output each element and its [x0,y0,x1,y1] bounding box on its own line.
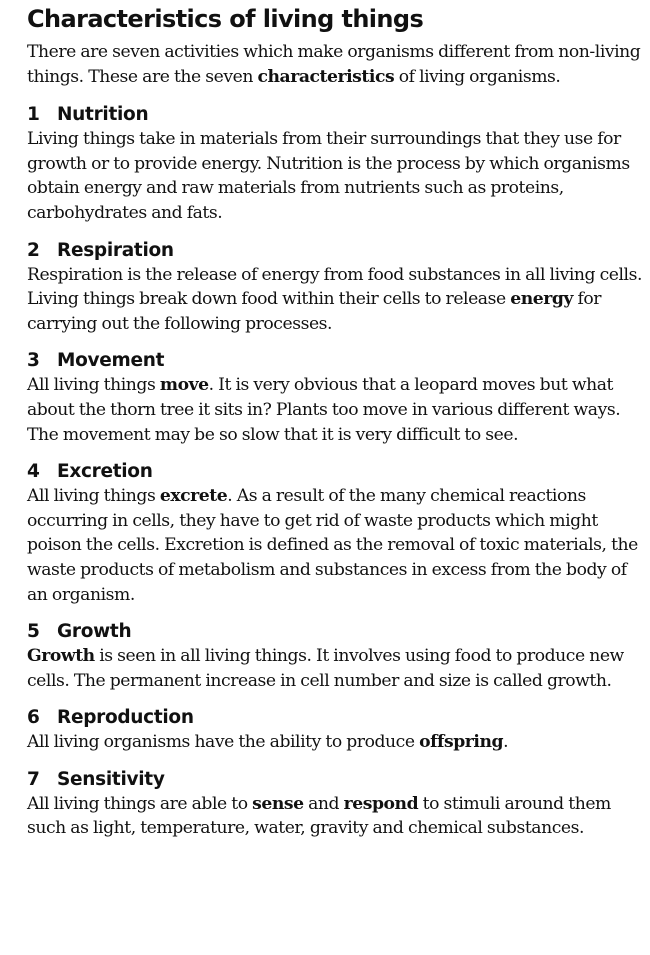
intro-paragraph [27,40,649,89]
section-heading [27,706,649,730]
section-heading [27,768,649,792]
section-heading [27,103,649,127]
section-heading [27,239,649,263]
body-text: . As a result of the many chemical reactions occurring in cells, they have to get rid of waste products which might poison the cells. Excretion is defined as the removal of toxic materials, the waste products of metabolism and substances in excess from the body of an organism. [27,486,638,605]
section-number: 1 [27,104,40,126]
section-respiration [27,239,649,337]
section-heading [27,349,649,373]
body-text: Respiration is the release of energy from food substances in all living cells. Living things break down food within their cells to release [27,264,642,310]
bold-term: excrete [159,486,228,507]
section-sensitivity [27,768,649,841]
bold-term: respond [343,793,419,814]
body-text: for carrying out the following processes. [27,289,602,334]
section-title: Excretion [57,461,153,483]
section-number: 2 [27,239,40,261]
section-number: 7 [27,768,40,790]
section-growth [27,620,649,693]
body-text: All living things are able to [27,793,253,814]
section-title: Movement [57,350,165,372]
section-number: 3 [27,350,40,372]
body-text: . [503,732,509,753]
section-title: Sensitivity [57,768,165,790]
intro-text: There are seven activities which make organisms different from non-living things. These are the seven [27,42,641,87]
section-heading [27,460,649,484]
section-title: Reproduction [57,707,194,729]
section-number: 6 [27,707,40,729]
bold-term: sense [252,793,304,814]
intro-text-end: of living organisms. [394,66,561,87]
page-title: Characteristics of living things [27,5,424,33]
document-page [27,4,649,854]
bold-term: offspring [419,732,504,753]
section-heading [27,620,649,644]
bold-term: Growth [27,646,95,667]
section-reproduction [27,706,649,755]
section-title: Nutrition [57,104,149,126]
section-title: Growth [57,621,132,643]
bold-term: move [159,375,209,396]
body-text: and [303,793,344,814]
body-text: to stimuli around them such as light, temperature, water, gravity and chemical substances. [27,793,611,839]
section-body [27,730,649,755]
body-text: All living things [27,486,160,507]
section-movement [27,349,649,447]
section-title: Respiration [57,239,174,261]
body-text: All living organisms have the ability to produce [27,732,420,753]
intro-bold-term: characteristics [257,66,395,87]
section-body [27,484,649,607]
section-body [27,792,649,841]
body-text: All living things [27,375,160,396]
section-number: 4 [27,461,40,483]
section-body [27,263,649,337]
section-excretion [27,460,649,607]
bold-term: energy [510,289,573,310]
section-number: 5 [27,621,40,643]
section-body [27,644,649,693]
body-text: is seen in all living things. It involves using food to produce new cells. The permanent increase in cell number and size is called growth. [27,646,624,691]
body-text: . It is very obvious that a leopard moves but what about the thorn tree it sits in? Plants too move in various different ways. The movement may be so slow that it is very difficult to see. [27,375,621,445]
section-body [27,373,649,447]
section-nutrition [27,103,649,225]
section-body: Living things take in materials from their surroundings that they use for growth or to provide energy. Nutrition is the process by which organisms obtain energy and raw materials from nutrients such as proteins, carbohydrates and fats. [27,129,630,223]
